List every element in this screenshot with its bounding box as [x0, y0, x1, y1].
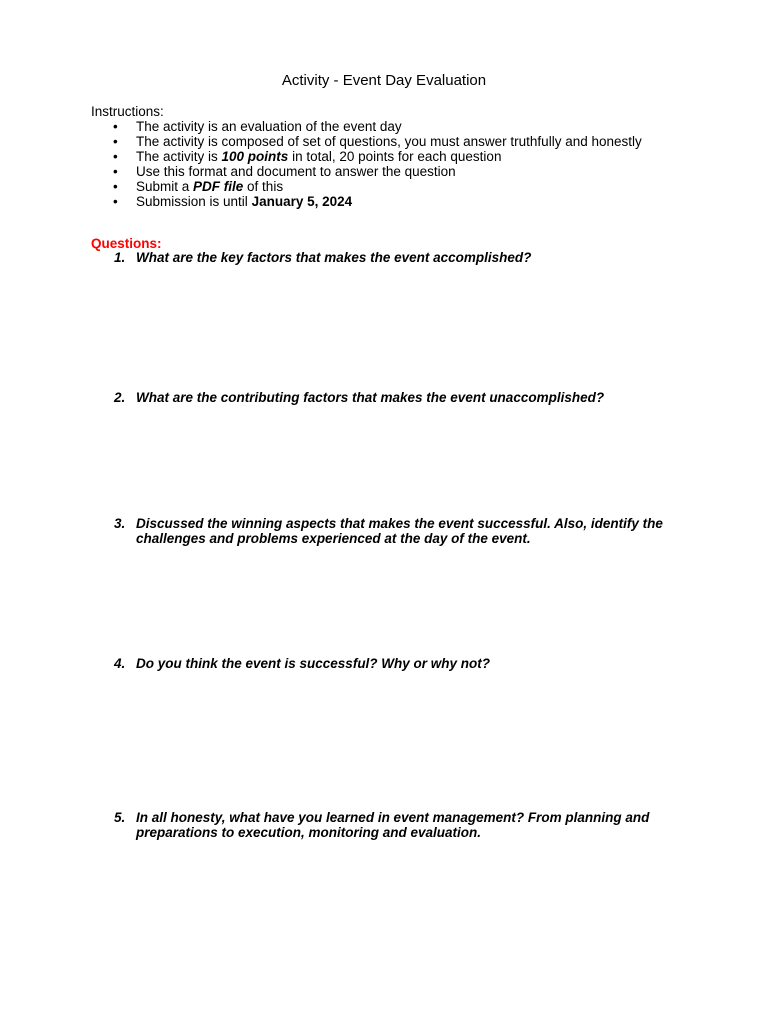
question-number: 5.: [114, 810, 126, 825]
question-text: Discussed the winning aspects that makes the event successful. Also, identify the challenges and problems experienced at the day of the event.: [136, 516, 663, 546]
instruction-text: in total, 20 points for each question: [288, 149, 502, 164]
question-item-1: [91, 251, 671, 266]
question-text: Do you think the event is successful? Why or why not?: [136, 656, 491, 671]
instruction-text: of this: [243, 179, 284, 194]
question-text: In all honesty, what have you learned in event management? From planning and preparations to execution, monitoring and evaluation.: [136, 810, 650, 840]
bullet-icon: •: [113, 194, 118, 209]
points-emphasis: 100 points: [221, 149, 289, 164]
instruction-text: The activity is: [136, 149, 222, 164]
question-number: 2.: [114, 390, 126, 405]
instruction-item: [91, 134, 671, 149]
instruction-item: [91, 194, 671, 209]
instruction-item: [91, 164, 671, 179]
question-item-3: [91, 517, 671, 546]
pdf-file-emphasis: PDF file: [193, 179, 244, 194]
bullet-icon: •: [113, 164, 118, 179]
question-number: 1.: [114, 250, 126, 265]
bullet-icon: •: [113, 119, 118, 134]
question-text: What are the key factors that makes the event accomplished?: [136, 250, 532, 265]
question-item-2: [91, 391, 671, 406]
instructions-list: [91, 119, 671, 209]
bullet-icon: •: [113, 149, 118, 164]
question-number: 3.: [114, 516, 126, 531]
question-number: 4.: [114, 656, 126, 671]
instruction-text: Use this format and document to answer the question: [136, 164, 456, 179]
instruction-text: The activity is an evaluation of the event day: [136, 119, 402, 134]
question-item-5: [91, 811, 671, 840]
document-title: Activity - Event Day Evaluation: [281, 72, 487, 89]
deadline-emphasis: January 5, 2024: [251, 194, 353, 209]
instruction-text: Submission is until: [136, 194, 252, 209]
question-text: What are the contributing factors that makes the event unaccomplished?: [136, 390, 605, 405]
instruction-text: Submit a: [136, 179, 194, 194]
bullet-icon: •: [113, 179, 118, 194]
instruction-item: [91, 149, 671, 164]
question-item-4: [91, 657, 671, 672]
instruction-item: [91, 179, 671, 194]
questions-label: Questions:: [91, 236, 162, 251]
instructions-label: Instructions:: [91, 104, 164, 119]
instruction-item: [91, 119, 671, 134]
instruction-text: The activity is composed of set of questions, you must answer truthfully and honestly: [136, 134, 642, 149]
bullet-icon: •: [113, 134, 118, 149]
